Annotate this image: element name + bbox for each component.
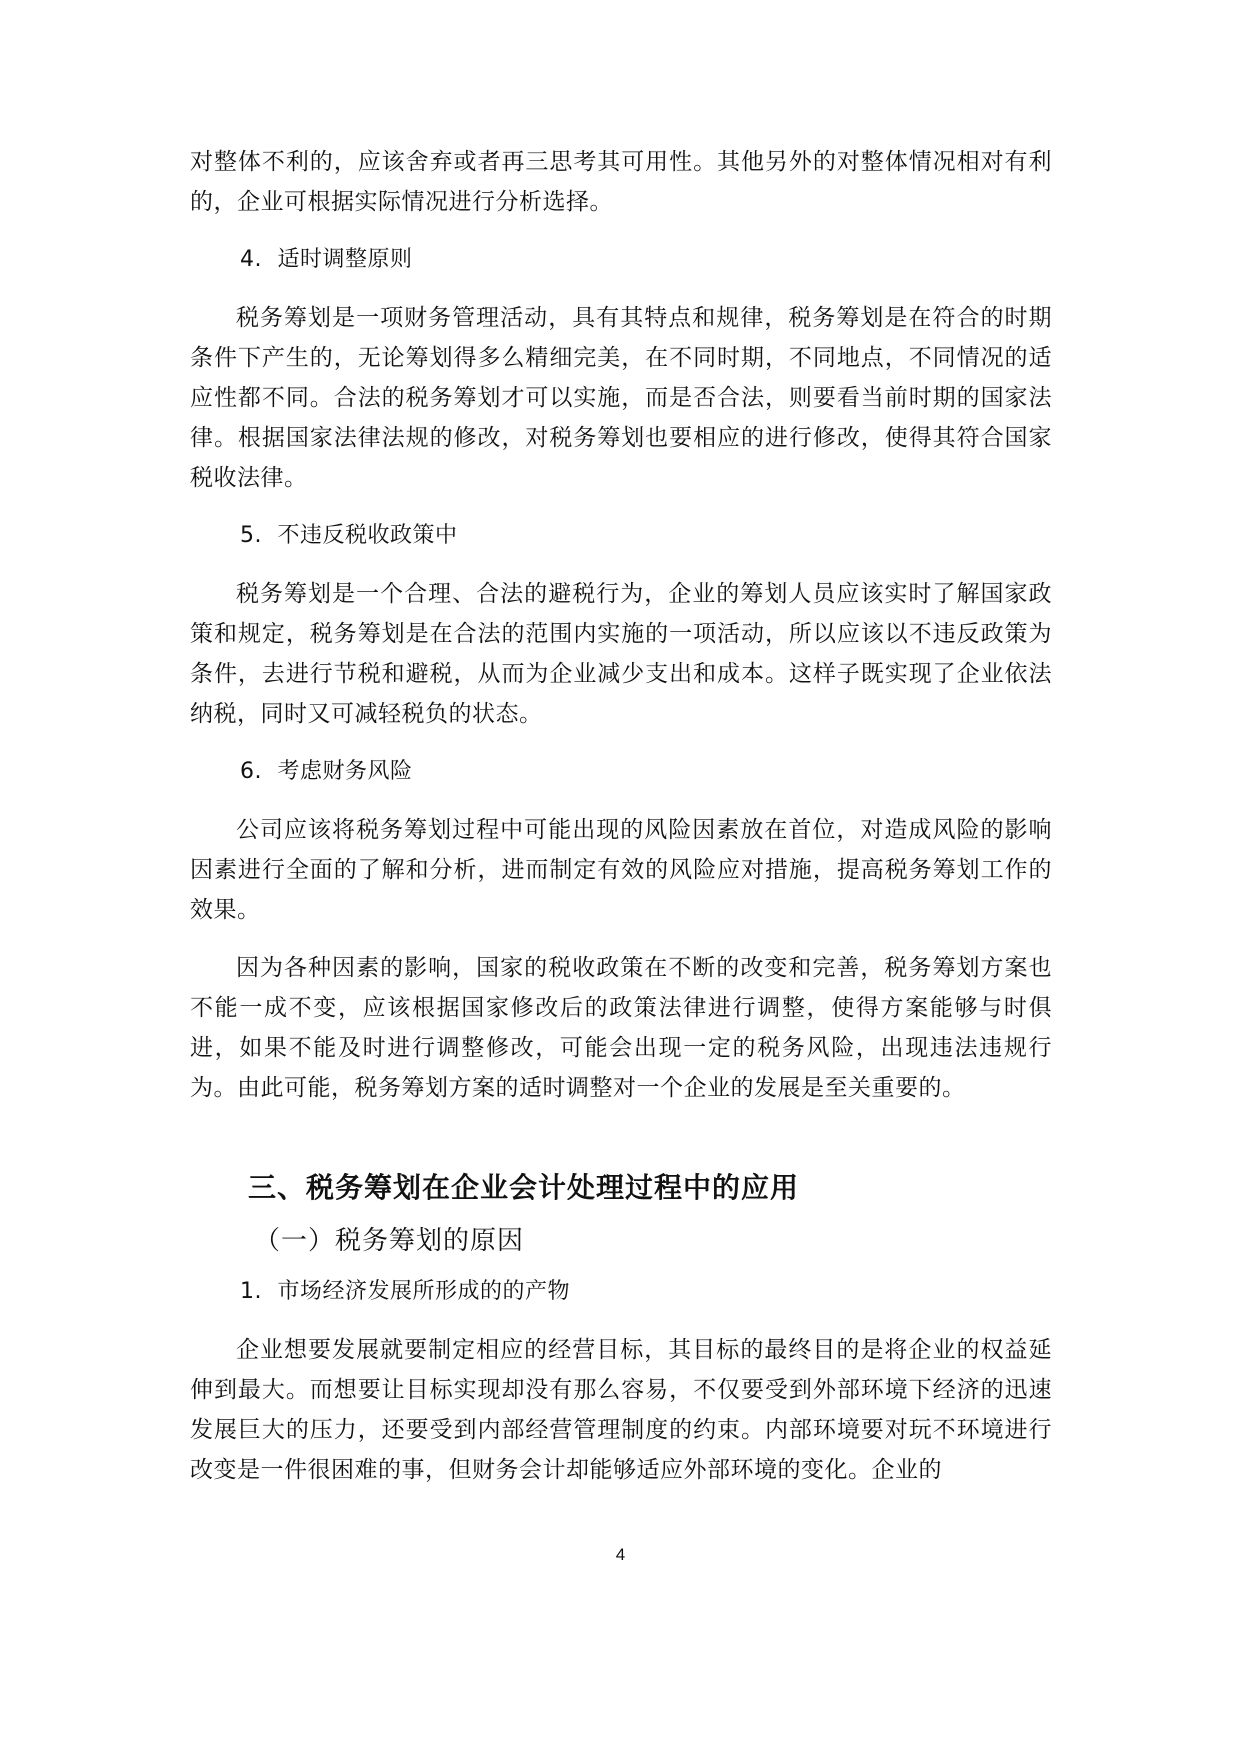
item-number: 4. <box>240 247 262 272</box>
item-number: 5. <box>240 523 262 548</box>
section-title: 三、税务筹划在企业会计处理过程中的应用 <box>248 1171 800 1204</box>
paragraph: 税务筹划是一个合理、合法的避税行为，企业的筹划人员应该实时了解国家政策和规定，税务筹划是在合法的范围内实施的一项活动，所以应该以不违反政策为条件，去进行节税和避税，从而为企业减少支出和成本。这样子既实现了企业依法纳税，同时又可减轻税负的状态。 <box>190 581 1052 727</box>
item-title: 适时调整原则 <box>277 247 413 272</box>
item-heading-6 <box>190 752 1052 792</box>
paragraph: 公司应该将税务筹划过程中可能出现的风险因素放在首位，对造成风险的影响因素进行全面的了解和分析，进而制定有效的风险应对措施，提高税务筹划工作的效果。 <box>190 817 1052 923</box>
paragraph: 因为各种因素的影响，国家的税收政策在不断的改变和完善，税务筹划方案也不能一成不变，应该根据国家修改后的政策法律进行调整，使得方案能够与时俱进，如果不能及时进行调整修改，可能会出现一定的税务风险，出现违法违规行为。由此可能，税务筹划方案的适时调整对一个企业的发展是至关重要的。 <box>190 955 1052 1101</box>
item-title: 考虑财务风险 <box>277 759 413 784</box>
item-title: 不违反税收政策中 <box>277 523 458 548</box>
item-number: 6. <box>240 759 262 784</box>
item-title: 市场经济发展所形成的的产物 <box>277 1279 571 1304</box>
paragraph: 企业想要发展就要制定相应的经营目标，其目标的最终目的是将企业的权益延伸到最大。而想要让目标实现却没有那么容易，不仅要受到外部环境下经济的迅速发展巨大的压力，还要受到内部经营管理制度的约束。内部环境要对玩不环境进行改变是一件很困难的事，但财务会计却能够适应外部环境的变化。企业的 <box>190 1337 1052 1483</box>
document-body <box>190 142 1052 1508</box>
item-heading-5 <box>190 516 1052 556</box>
subsection-title: （一）税务筹划的原因 <box>254 1226 525 1256</box>
item-heading-1 <box>190 1272 1052 1312</box>
item-number: 1. <box>240 1279 262 1304</box>
paragraph: 税务筹划是一项财务管理活动，具有其特点和规律，税务筹划是在符合的时期条件下产生的，无论筹划得多么精细完美，在不同时期，不同地点，不同情况的适应性都不同。合法的税务筹划才可以实施，而是否合法，则要看当前时期的国家法律。根据国家法律法规的修改，对税务筹划也要相应的进行修改，使得其符合国家税收法律。 <box>190 305 1052 491</box>
paragraph: 对整体不利的，应该舍弃或者再三思考其可用性。其他另外的对整体情况相对有利的，企业可根据实际情况进行分析选择。 <box>190 149 1052 215</box>
page-number: 4 <box>615 1545 626 1564</box>
item-heading-4 <box>190 240 1052 280</box>
